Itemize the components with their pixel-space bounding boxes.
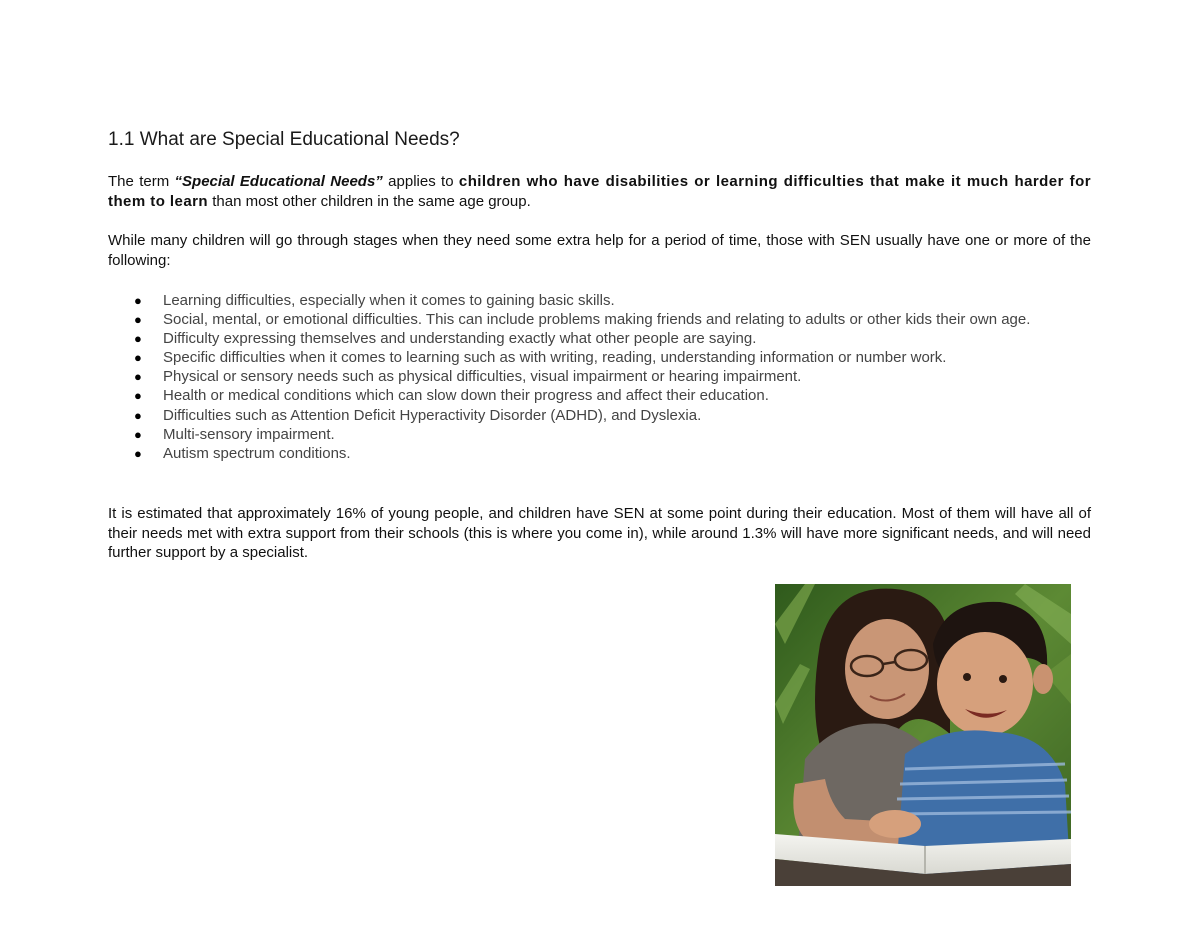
list-item-text: Physical or sensory needs such as physical difficulties, visual impairment or hearing impairment. — [163, 368, 802, 386]
list-item-text: Autism spectrum conditions. — [163, 444, 351, 462]
list-item — [108, 329, 1091, 348]
bullet-icon: ● — [134, 293, 142, 308]
list-item — [108, 310, 1091, 329]
stages-paragraph: While many children will go through stages when they need some extra help for a period of time, those with SEN usually have one or more of the following: — [108, 232, 1091, 269]
intro-pre: The term — [108, 173, 175, 190]
list-item-text: Specific difficulties when it comes to learning such as with writing, reading, understanding information or number work. — [163, 349, 947, 367]
list-item — [108, 291, 1091, 310]
list-item — [108, 406, 1091, 425]
estimate-paragraph: It is estimated that approximately 16% of young people, and children have SEN at some point during their education. Most of them will have all of their needs met with extra support from their schools (this is where you come in), while around 1.3% will have more significant needs, and will need further support by a specialist. — [108, 505, 1091, 561]
list-item — [108, 367, 1091, 386]
bullet-icon: ● — [134, 388, 142, 404]
mother-child-reading-photo — [775, 584, 1071, 886]
bullet-icon: ● — [134, 331, 142, 347]
list-item-text: Difficulties such as Attention Deficit Hyperactivity Disorder (ADHD), and Dyslexia. — [163, 406, 702, 424]
bullet-icon: ● — [134, 312, 142, 328]
bullet-icon: ● — [134, 350, 142, 366]
bullet-icon: ● — [134, 426, 142, 442]
intro-mid: applies to — [382, 173, 459, 190]
list-item — [108, 425, 1091, 444]
sen-term: “Special Educational Needs” — [174, 173, 383, 190]
bullet-icon: ● — [134, 445, 142, 461]
sen-needs-list — [108, 291, 1091, 463]
list-item-text: Multi-sensory impairment. — [163, 425, 335, 443]
intro-paragraph — [108, 172, 1091, 211]
list-item — [108, 444, 1091, 463]
list-item-text: Learning difficulties, especially when it comes to gaining basic skills. — [163, 292, 615, 309]
section-heading: 1.1 What are Special Educational Needs? — [108, 129, 460, 150]
list-item-text: Difficulty expressing themselves and understanding exactly what other people are saying. — [163, 330, 757, 348]
list-item — [108, 348, 1091, 367]
intro-post: than most other children in the same age group. — [208, 192, 531, 210]
list-item-text: Social, mental, or emotional difficulties. This can include problems making friends and relating to adults or other kids their own age. — [163, 311, 1031, 329]
bullet-icon: ● — [134, 407, 142, 423]
bullet-icon: ● — [134, 369, 142, 385]
list-item-text: Health or medical conditions which can slow down their progress and affect their education. — [163, 387, 769, 405]
intro-bold-phrase: children who have disabilities or learning difficulties that make it much harder for them to learn — [108, 173, 1091, 210]
list-item — [108, 386, 1091, 405]
